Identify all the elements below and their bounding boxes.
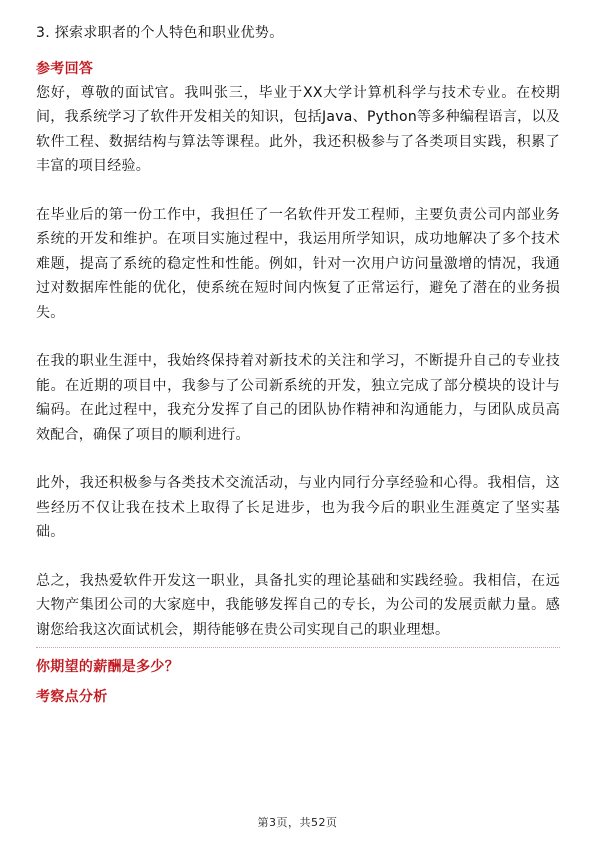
answer-paragraph: 您好，尊敬的面试官。我叫张三，毕业于XX大学计算机科学与技术专业。在校期间，我系统学习了软件开发相关的知识，包括Java、Python等多种编程语言，以及软件工程、数据结构与算法等课程。此外，我还积极参与了各类项目实践，积累了丰富的项目经验。 — [36, 85, 560, 175]
answer-paragraph: 总之，我热爱软件开发这一职业，具备扎实的理论基础和实践经验。我相信，在远大物产集团公司的大家庭中，我能够发挥自己的专长，为公司的发展贡献力量。感谢您给我这次面试机会，期待能够在贵公司实现自己的职业理想。 — [36, 573, 560, 638]
section-divider — [36, 647, 560, 648]
reference-answer-label: 参考回答 — [36, 61, 94, 77]
answer-paragraph: 在我的职业生涯中，我始终保持着对新技术的关注和学习，不断提升自己的专业技能。在近期的项目中，我参与了公司新系统的开发，独立完成了部分模块的设计与编码。在此过程中，我充分发挥了自己的团队协作精神和沟通能力，与团队成员高效配合，确保了项目的顺利进行。 — [36, 353, 560, 443]
document-page — [36, 22, 560, 708]
next-question-heading: 你期望的薪酬是多少？ — [36, 659, 179, 676]
answer-paragraph: 在毕业后的第一份工作中，我担任了一名软件开发工程师，主要负责公司内部业务系统的开发和维护。在项目实施过程中，我运用所学知识，成功地解决了多个技术难题，提高了系统的稳定性和性能。例如，针对一次用户访问量激增的情况，我通过对数据库性能的优化，使系统在短时间内恢复了正常运行，避免了潜在的业务损失。 — [36, 207, 560, 321]
answer-paragraph: 此外，我还积极参与各类技术交流活动，与业内同行分享经验和心得。我相信，这些经历不仅让我在技术上取得了长足进步，也为我今后的职业生涯奠定了坚实基础。 — [36, 475, 560, 541]
page-indicator: 第3页，共52页 — [257, 816, 338, 829]
question-item-heading: 3. 探索求职者的个人特色和职业优势。 — [36, 25, 284, 41]
analysis-label: 考察点分析 — [36, 689, 108, 706]
